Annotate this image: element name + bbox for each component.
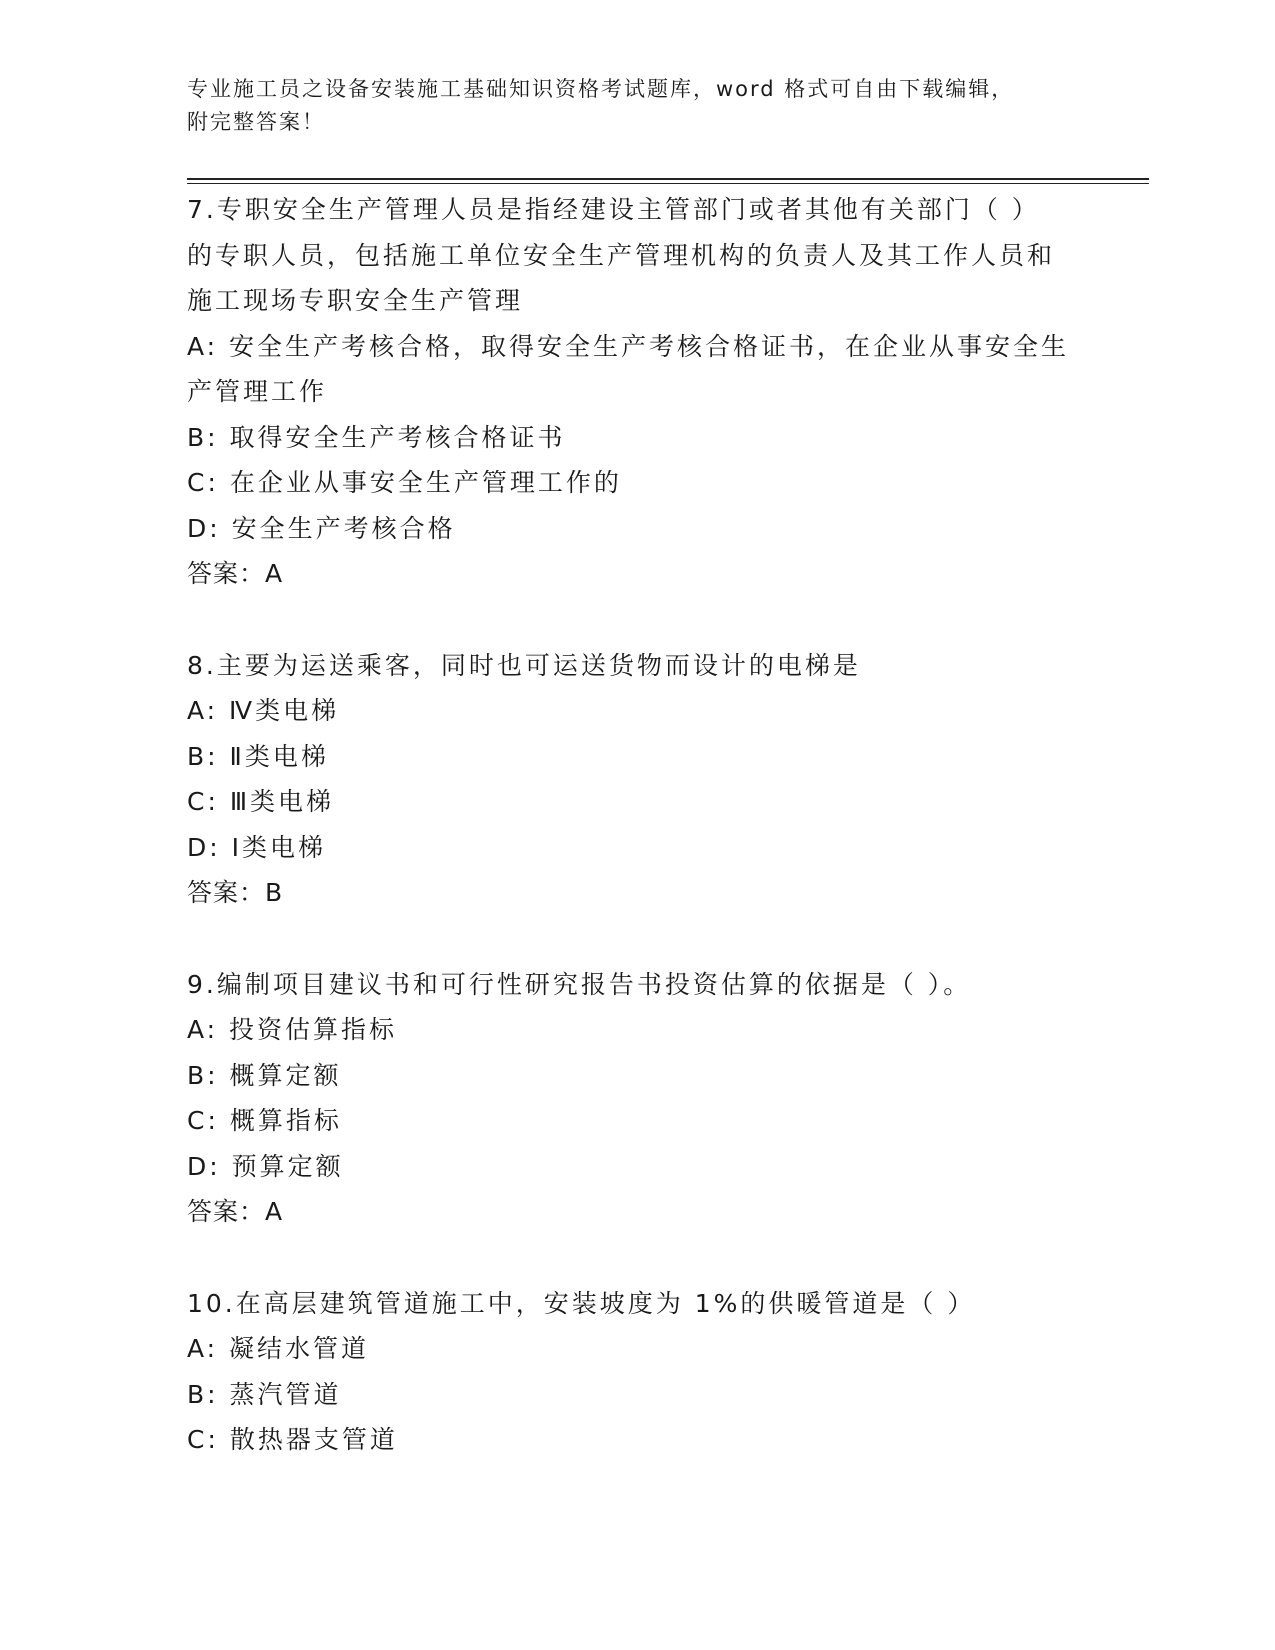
option-a: A: 安全生产考核合格，取得安全生产考核合格证书，在企业从事安全生产管理工作 xyxy=(187,331,1070,406)
answer-line: 答案：A xyxy=(187,1197,284,1226)
question-8 xyxy=(187,643,1087,916)
question-stem: 10.在高层建筑管道施工中，安装坡度为 1%的供暖管道是（ ） xyxy=(187,1288,976,1318)
option-b: B: 蒸汽管道 xyxy=(187,1379,342,1409)
answer-line: 答案：B xyxy=(187,878,284,907)
option-b: B: 概算定额 xyxy=(187,1060,342,1090)
header-title-line-1: 专业施工员之设备安装施工基础知识资格考试题库，word 格式可自由下载编辑， xyxy=(187,77,1015,101)
document-header xyxy=(187,73,1087,139)
question-7 xyxy=(187,187,1087,597)
question-stem: 7.专职安全生产管理人员是指经建设主管部门或者其他有关部门（ ）的专职人员，包括施工单位安全生产管理机构的负责人及其工作人员和施工现场专职安全生产管理 xyxy=(187,195,1056,315)
option-d: D: 预算定额 xyxy=(187,1151,344,1181)
option-c: C: Ⅲ类电梯 xyxy=(187,787,335,816)
option-a: A: 凝结水管道 xyxy=(187,1334,370,1363)
option-c: C: 在企业从事安全生产管理工作的 xyxy=(187,468,622,497)
option-c: C: 散热器支管道 xyxy=(187,1425,398,1454)
option-d: D: Ⅰ类电梯 xyxy=(187,832,326,862)
question-stem: 8.主要为运送乘客，同时也可运送货物而设计的电梯是 xyxy=(187,650,861,680)
option-b: B: 取得安全生产考核合格证书 xyxy=(187,422,566,452)
header-divider-bottom xyxy=(187,183,1149,184)
question-stem: 9.编制项目建议书和可行性研究报告书投资估算的依据是（ ）。 xyxy=(187,969,972,999)
option-c: C: 概算指标 xyxy=(187,1106,342,1135)
header-divider-top xyxy=(187,178,1149,180)
option-d: D: 安全生产考核合格 xyxy=(187,513,456,543)
option-a: A: 投资估算指标 xyxy=(187,1015,398,1044)
header-title-line-2: 附完整答案！ xyxy=(187,110,325,134)
question-list xyxy=(187,187,1087,1509)
answer-line: 答案：A xyxy=(187,559,284,588)
option-a: A: Ⅳ类电梯 xyxy=(187,696,340,725)
option-b: B: Ⅱ类电梯 xyxy=(187,741,329,771)
question-10 xyxy=(187,1281,1087,1463)
question-9 xyxy=(187,962,1087,1235)
